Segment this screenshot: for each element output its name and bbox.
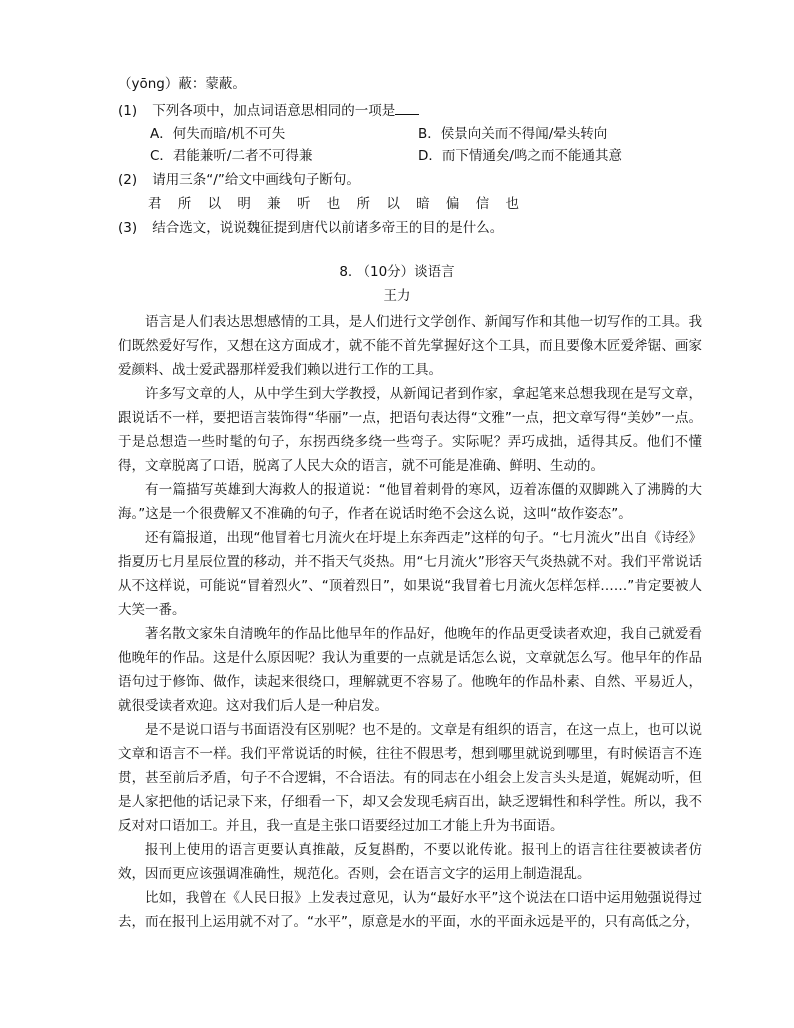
question-text: 结合选文，说说魏征提到唐代以前诸多帝王的目的是什么。 xyxy=(152,220,504,236)
sentence-to-punctuate: 君 所 以 明 兼 听 也 所 以 暗 偏 信 也 xyxy=(148,196,525,212)
author-name: 王力 xyxy=(383,288,411,304)
paragraph: 还有篇报道，出现“他冒着七月流火在圩堤上东奔西走”这样的句子。“七月流火”出自《诗经》指夏历七月星辰位置的移动，并不指天气炎热。用“七月流火”形容天气炎热就不对。我们平常说话从不这样说，可能说“冒着烈火”、“顶着烈日”，如果说“我冒着七月流火怎样怎样……”肯定要被人大笑一番。 xyxy=(118,530,702,618)
paragraph: 许多写文章的人，从中学生到大学教授，从新闻记者到作家，拿起笔来总想我现在是写文章，跟说话不一样，要把语言装饰得“华丽”一点，把语句表达得“文雅”一点，把文章写得“美妙”一点。于是总想造一些时髦的句子，东拐西绕多绕一些弯子。实际呢？弄巧成拙，适得其反。他们不懂得，文章脱离了口语，脱离了人民大众的语言，就不可能是准确、鲜明、生动的。 xyxy=(118,386,702,474)
paragraph: 是不是说口语与书面语没有区别呢？也不是的。文章是有组织的语言，在这一点上，也可以说文章和语言不一样。我们平常说话的时候，往往不假思考，想到哪里就说到哪里，有时候语言不连贯，甚至前后矛盾，句子不合逻辑，不合语法。有的同志在小组会上发言头头是道，娓娓动听，但是人家把他的话记录下来，仔细看一下，却又会发现毛病百出，缺乏逻辑性和科学性。所以，我不反对对口语加工。并且，我一直是主张口语要经过加工才能上升为书面语。 xyxy=(118,722,702,834)
answer-blank xyxy=(395,100,419,115)
article-body xyxy=(118,310,702,934)
question-number: (1) xyxy=(118,103,138,119)
paragraph: 报刊上使用的语言更要认真推敲，反复斟酌，不要以讹传讹。报刊上的语言往往要被读者仿效，因而更应该强调准确性，规范化。否则，会在语言文字的运用上制造混乱。 xyxy=(118,842,702,882)
question-3 xyxy=(118,218,503,238)
annotation-note: （yōng）蔽：蒙蔽。 xyxy=(118,76,246,92)
section-title: 8. （10分）谈语言 xyxy=(339,264,455,280)
option-d: D．而下情通矣/鸣之而不能通其意 xyxy=(418,148,622,164)
question-text: 下列各项中，加点词语意思相同的一项是 xyxy=(152,103,396,119)
paragraph: 著名散文家朱自清晚年的作品比他早年的作品好，他晚年的作品更受读者欢迎，我自己就爱看他晚年的作品。这是什么原因呢？我认为重要的一点就是话怎么说，文章就怎么写。他早年的作品语句过于修饰、做作，读起来很绕口，理解就更不容易了。他晚年的作品朴素、自然、平易近人，就很受读者欢迎。这对我们后人是一种启发。 xyxy=(118,626,702,714)
option-a: A．何失而暗/机不可失 xyxy=(150,126,286,142)
question-2 xyxy=(118,170,360,190)
question-number: (2) xyxy=(118,172,138,188)
paragraph: 比如，我曾在《人民日报》上发表过意见，认为“最好水平”这个说法在口语中运用勉强说得过去，而在报刊上运用就不对了。“水平”，原意是水的平面，水的平面永远是平的，只有高低之分， xyxy=(118,890,702,930)
paragraph: 语言是人们表达思想感情的工具，是人们进行文学创作、新闻写作和其他一切写作的工具。我们既然爱好写作，又想在这方面成才，就不能不首先掌握好这个工具，而且要像木匠爱斧锯、画家爱颜料、战士爱武器那样爱我们赖以进行工作的工具。 xyxy=(118,314,702,378)
paragraph: 有一篇描写英雄到大海救人的报道说：“他冒着刺骨的寒风，迈着冻僵的双脚跳入了沸腾的大海。”这是一个很费解又不准确的句子，作者在说话时绝不会这么说，这叫“故作姿态”。 xyxy=(118,482,702,522)
question-1 xyxy=(118,100,419,121)
option-b: B．侯景向关而不得闻/晕头转向 xyxy=(418,126,608,142)
question-number: (3) xyxy=(118,220,138,236)
question-text: 请用三条“/”给文中画线句子断句。 xyxy=(152,172,360,188)
option-c: C．君能兼听/二者不可得兼 xyxy=(150,148,313,164)
